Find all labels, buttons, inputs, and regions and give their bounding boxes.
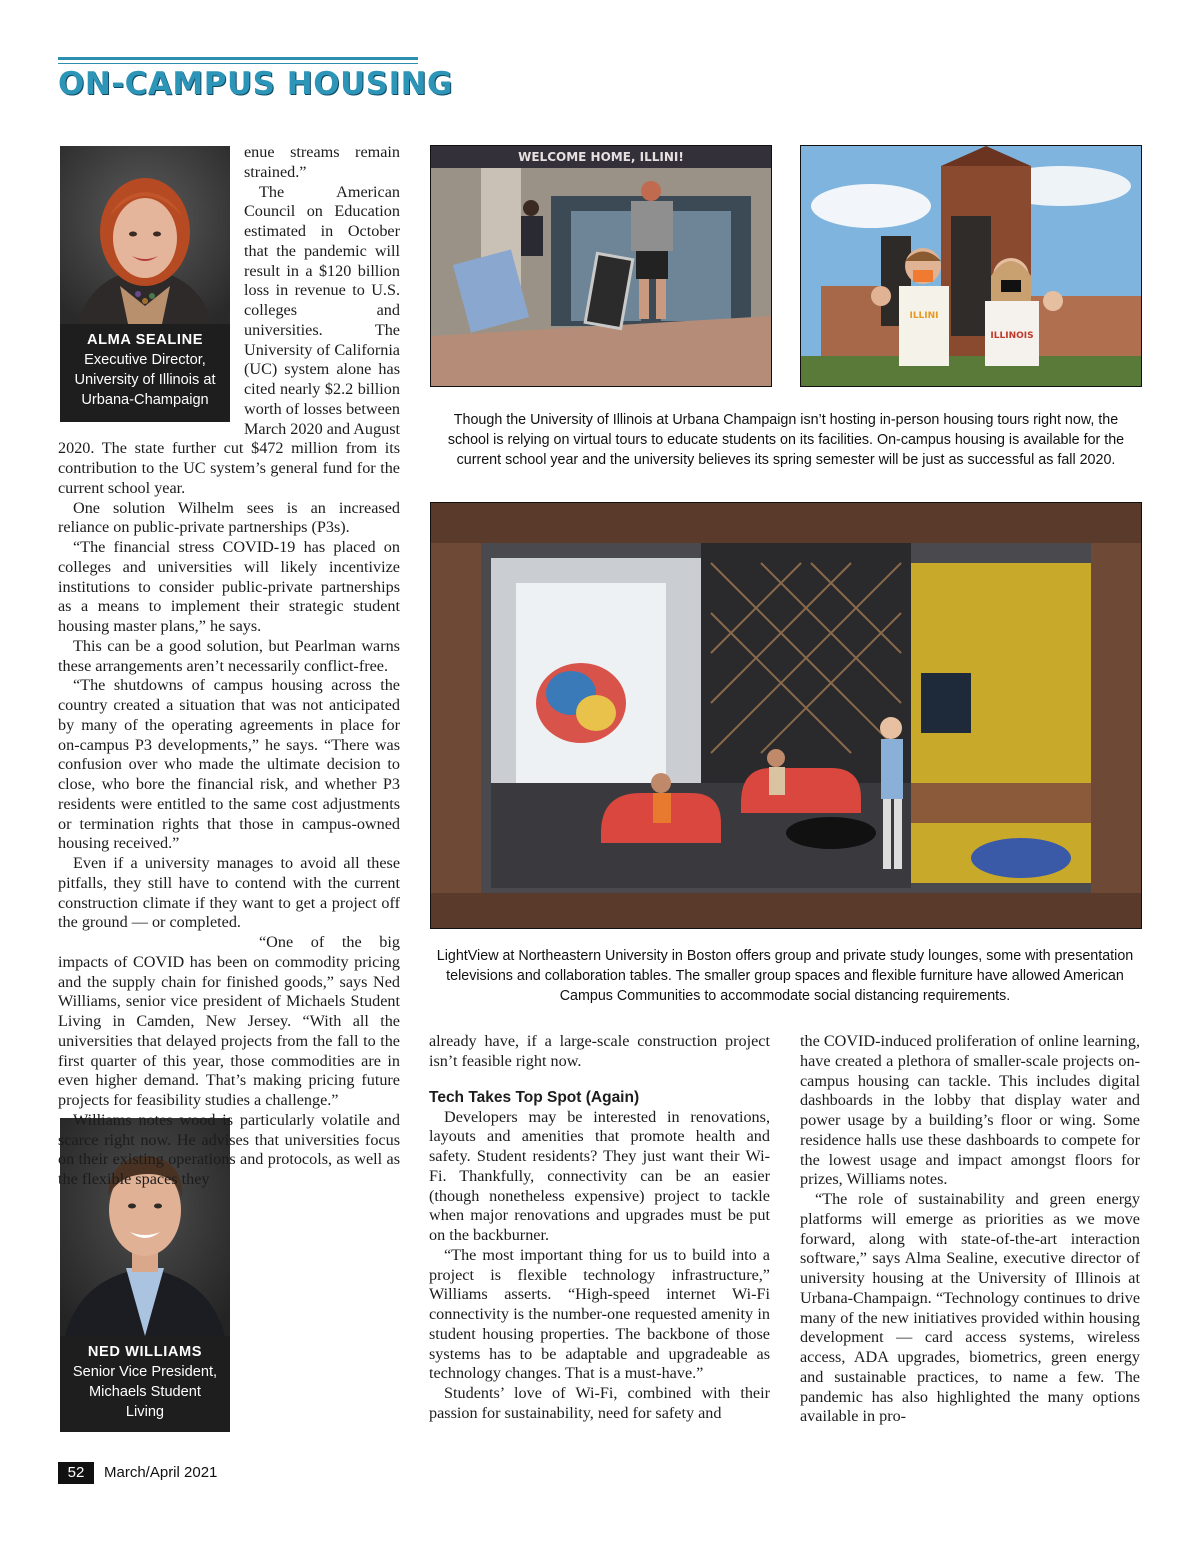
photo-lightview-lounge (430, 502, 1142, 929)
paragraph: This can be a good solution, but Pearlman warns these arrangements aren’t necessarily conflict-free. (58, 636, 400, 675)
shirt-text-left: ILLINI (909, 311, 939, 321)
bio-name: NED WILLIAMS (87, 1344, 203, 1360)
paragraph: Developers may be interested in renovations, layouts and amenities that promote health and safety. Student residents? They just want their Wi-Fi. Thankfully, connectivity can be an easier (though nonetheless expensive) project to tackle when major renovations and upgrades must be put on the backburner. (429, 1107, 770, 1244)
page-number: 52 (58, 1462, 94, 1484)
bio-caption-williams (60, 1342, 230, 1422)
paragraph: “The role of sustainability and green energy platforms will emerge as priorities as we move forward, along with state-of-the-art interaction software,” says Alma Sealine, executive director of university housing at the University of Illinois at Urbana-Champaign. “Technology continues to drive many of the new initiatives provided within housing development — card access systems, wireless access, ADA upgrades, biometrics, green energy and sustainable practices, to name a few. The pandemic has also highlighted the many options available in pro- (800, 1190, 1140, 1426)
wrap-spacer (58, 143, 244, 439)
bio-title-line: Executive Director, (84, 352, 206, 368)
bio-title-line: Senior Vice President, (72, 1364, 218, 1380)
paragraph: “The shutdowns of campus housing across the country created a situation that was not anticipated by many of the operating agreements in place for on-campus P3 developments,” he says. “There was confusion over who made the ultimate decision to close, who bore the financial risk, and whether P3 residents were entitled to the same cost adjustments or termination rights that those in campus-owned housing received.” (58, 676, 400, 853)
paragraph: One solution Wilhelm sees is an increased reliance on public-private partnerships (P3s). (58, 498, 400, 537)
wrap-spacer (58, 933, 244, 934)
paragraph: already have, if a large-scale construction project isn’t feasible right now. (429, 1032, 770, 1070)
photo-move-in-illustration (431, 146, 771, 386)
article-column-3 (800, 1032, 1140, 1427)
paragraph: “The most important thing for us to build into a project is flexible technology infrastructure,” Williams asserts. “High-speed internet Wi-Fi connectivity is the number-one requested amenity in student housing properties. The backbone of those systems has to be adaptable and upgradeable as technology changes. That is a must-have.” (429, 1245, 770, 1383)
issue-date: March/April 2021 (104, 1464, 218, 1481)
article-column-2 (429, 1032, 770, 1424)
bio-title-line: Living (125, 1404, 165, 1420)
bio-title-line: Urbana-Champaign (81, 392, 209, 408)
photo-lounge-illustration (431, 503, 1141, 928)
bio-title-line: Michaels Student (89, 1384, 201, 1400)
paragraph: the COVID-induced proliferation of online learning, have created a plethora of smaller-scale projects on-campus housing can tackle. This includes digital dashboards in the lobby that display water and power usage by a building’s floor or wing. Some residence halls use these dashboards to compete for the lowest usage and impact amongst floors for prizes, Williams notes. (800, 1032, 1140, 1189)
bio-name: ALMA SEALINE (86, 332, 204, 348)
paragraph: “The financial stress COVID-19 has placed on colleges and universities will likely incentivize institutions to consider public-private partnerships as a means to implement their strategic student housing master plans,” he says. (58, 538, 400, 635)
header-rule (58, 57, 418, 60)
photo-students-illustration (801, 146, 1141, 386)
paragraph: enue streams remain strained.” (244, 143, 400, 181)
bio-title-line: University of Illinois at (74, 372, 216, 388)
paragraph: The American Council on Education estimated in October that the pandemic will result in a $120 billion loss in revenue to U.S. colleges and universities. The University of California (UC) system alone has cited nearly $2.2 billion worth of losses between March 2020 and August 2020. The state further cut $472 million from its contribution to the UC system’s general fund for the current school year. (58, 182, 401, 497)
paragraph: Even if a university manages to avoid all these pitfalls, they still have to contend with the current construction climate if they want to get a project off the ground — or completed. (58, 854, 400, 932)
paragraph: Students’ love of Wi-Fi, combined with their passion for sustainability, need for safety and (429, 1384, 770, 1422)
article-column-1 (58, 143, 400, 1190)
paragraph: “One of the big impacts of COVID has been on commodity pricing and the supply chain for finished goods,” says Ned Williams, senior vice president of Michaels Student Living in Camden, New Jersey. “With all the universities that delayed projects from the fall to the first quarter of this year, those commodities are in even higher demand. That’s making pricing future projects for feasibility studies a challenge.” (58, 933, 400, 1109)
photo-caption-illinois: Though the University of Illinois at Urbana Champaign isn’t hosting in-person housing tours right now, the school is relying on virtual tours to educate students on its facilities. On-campus housing is available for the current school year and the university believes its spring semester will be just as successful as fall 2020. (447, 412, 1125, 468)
photo-students-thumbs-up (800, 145, 1142, 387)
header-rule-thin (58, 63, 418, 64)
paragraph: Williams notes wood is particularly volatile and scarce right now. He advises that universities focus on their existing operations and protocols, as well as the flexible spaces they (58, 1110, 400, 1188)
banner-text: WELCOME HOME, ILLINI! (518, 150, 684, 164)
photo-move-in (430, 145, 772, 387)
shirt-text-right: ILLINOIS (990, 331, 1034, 341)
subheading: Tech Takes Top Spot (Again) (429, 1088, 640, 1106)
photo-caption-lightview: LightView at Northeastern University in Boston offers group and private study lounges, some with presentation televisions and collaboration tables. The smaller group spaces and flexible furniture have allowed American Campus Communities to accommodate social distancing requirements. (436, 948, 1134, 1004)
section-title: ON-CAMPUS HOUSING (58, 66, 453, 102)
